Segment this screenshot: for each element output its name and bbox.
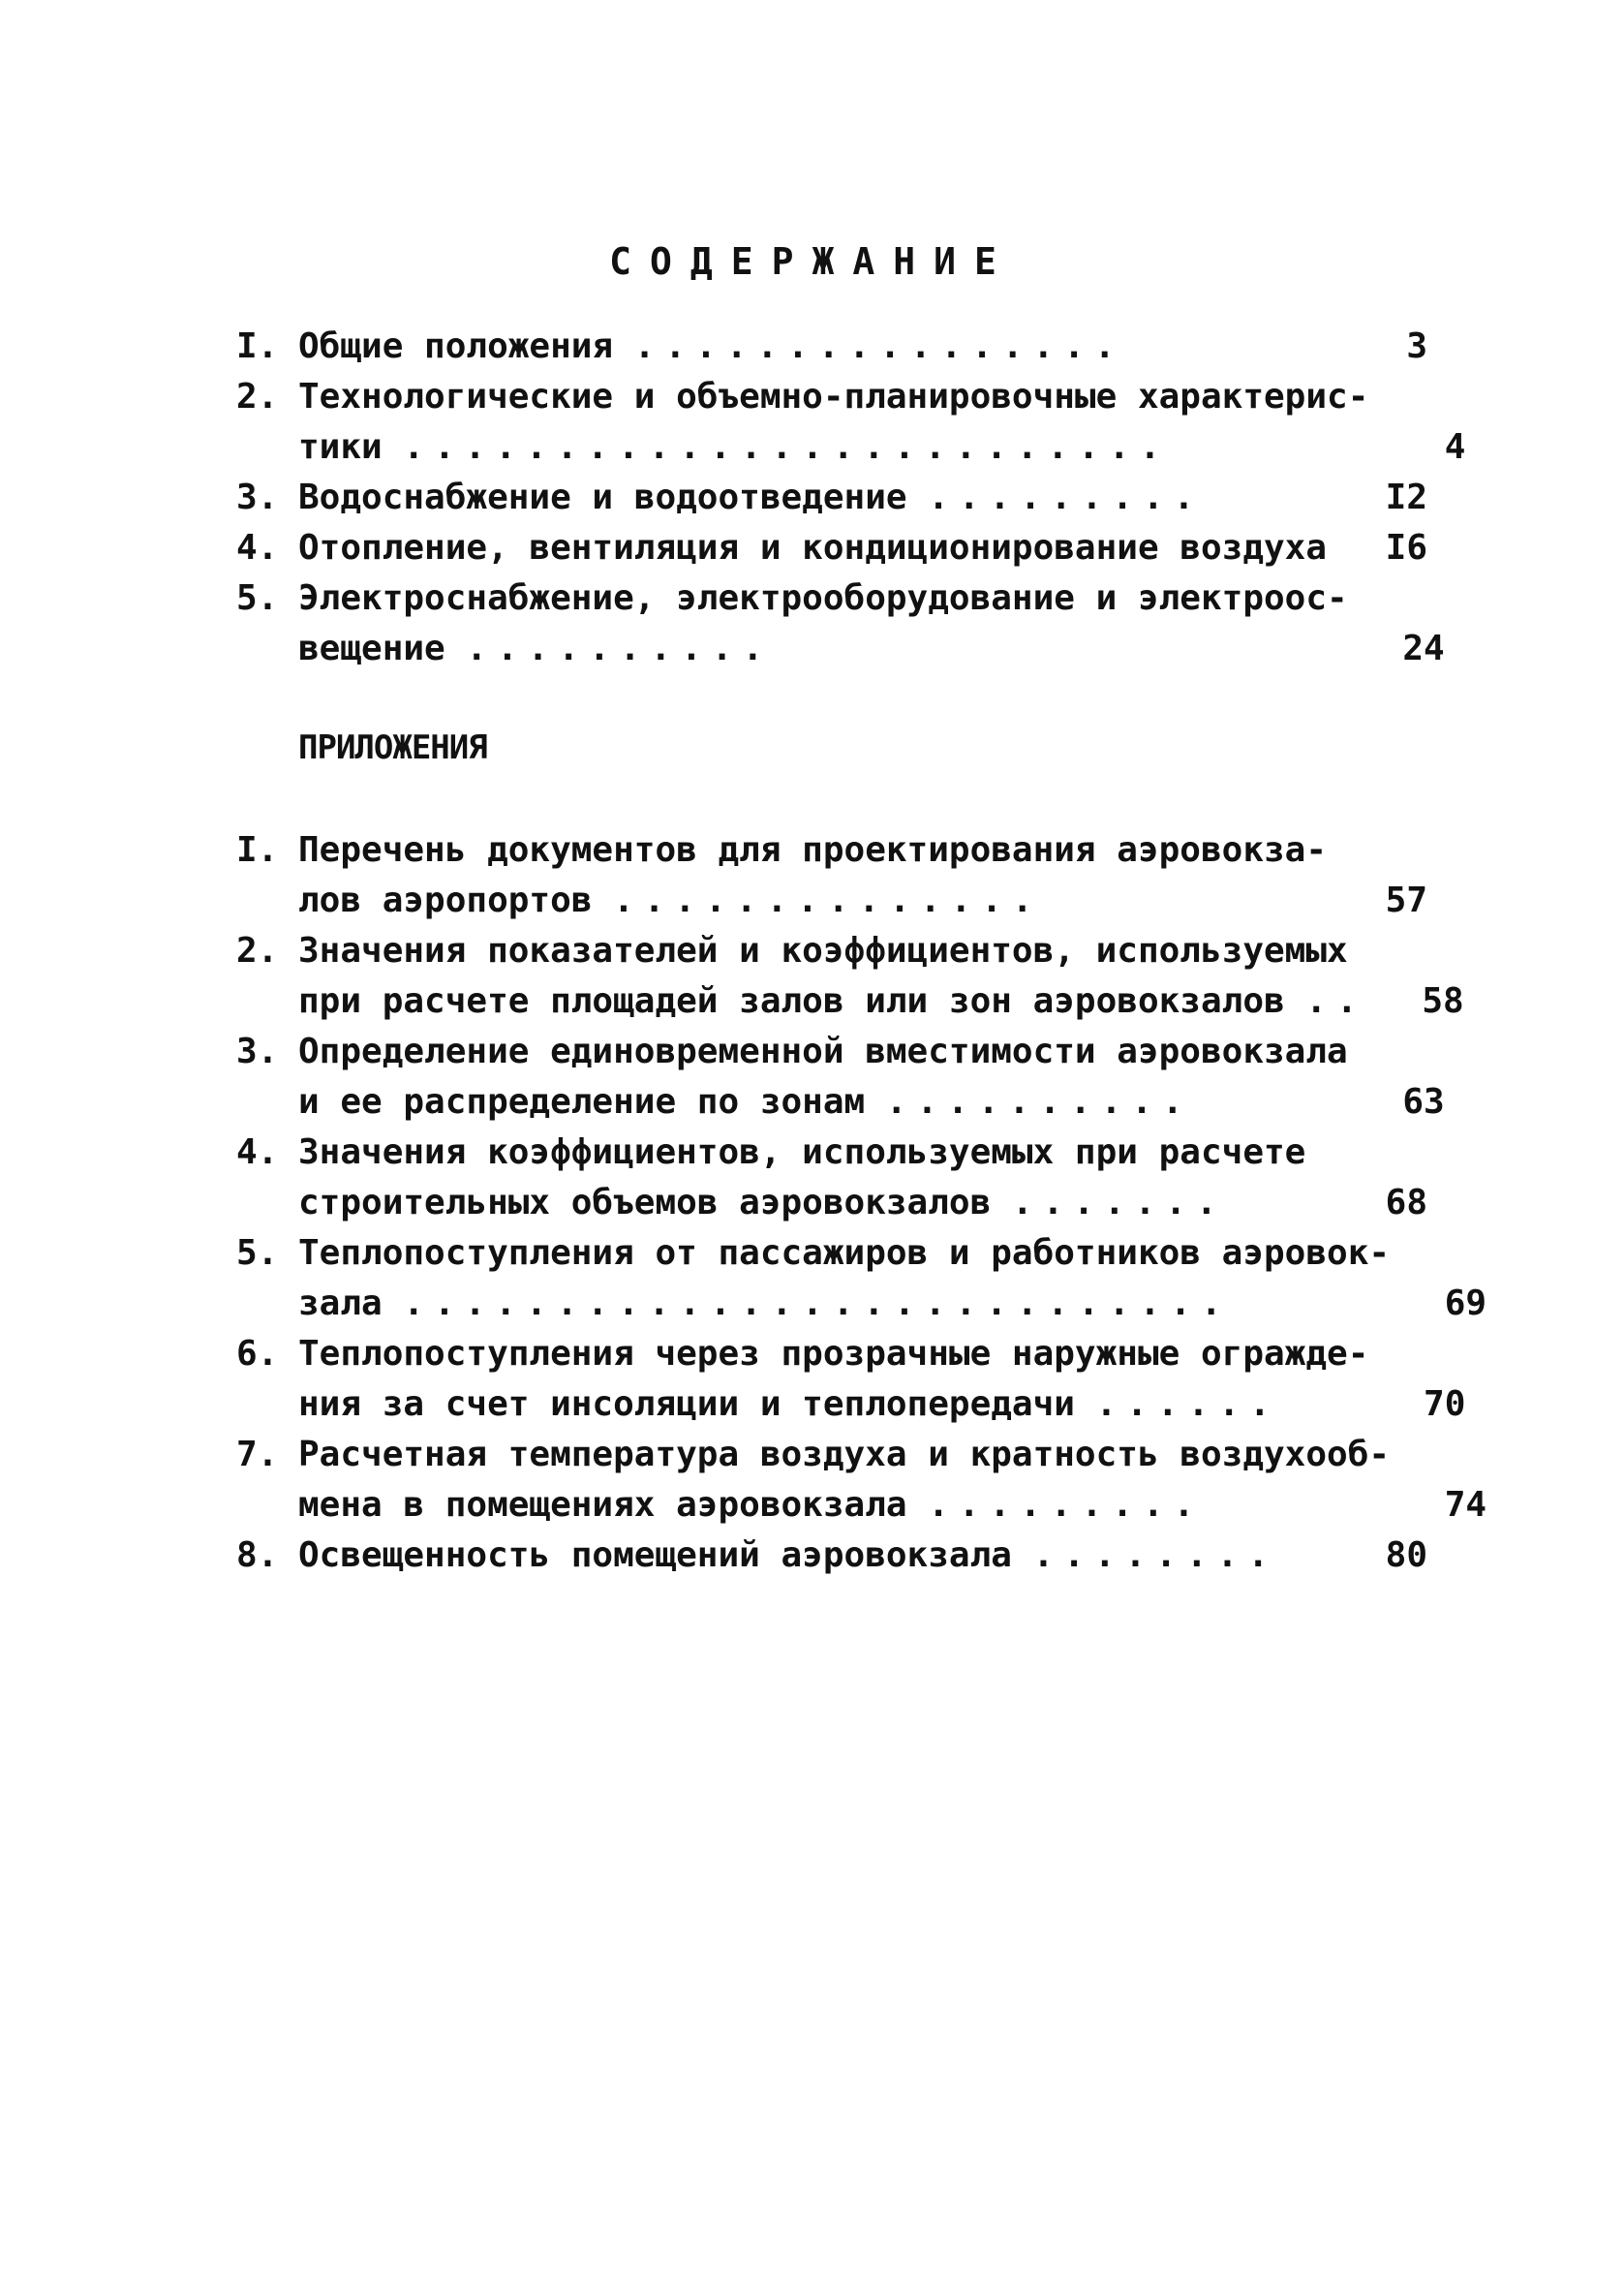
entry-number: 3. — [236, 1032, 279, 1071]
entry-title-text: при расчете площадей залов или зон аэровокзалов — [298, 981, 1285, 1021]
entry-title-line — [298, 624, 1348, 674]
toc-entry — [236, 473, 1427, 523]
entry-title-text: и ее распределение по зонам — [298, 1082, 866, 1122]
entry-title-text: мена в помещениях аэровокзала — [298, 1485, 907, 1525]
entry-title-text: Перечень документов для проектирования аэровокза- — [298, 830, 1328, 870]
leader-dots: ................ — [633, 326, 1125, 366]
appendix-entry — [236, 1027, 1445, 1128]
entry-page-number: 24 — [1402, 629, 1445, 668]
entry-title-text: тики — [298, 427, 383, 467]
entry-title-line — [298, 876, 1331, 926]
entry-title-text: вещение — [298, 629, 445, 668]
entry-title-line — [298, 1128, 1331, 1178]
leader-dots: ...... — [1095, 1384, 1280, 1424]
entry-title-line — [298, 1379, 1368, 1430]
appendix-entry — [236, 1329, 1466, 1430]
entry-number: 6. — [236, 1334, 279, 1374]
entry-page-number: 57 — [1385, 881, 1427, 920]
table-of-contents — [236, 322, 1466, 674]
leader-dots: .......... — [885, 1082, 1193, 1122]
entry-page-number: I6 — [1385, 528, 1427, 568]
entry-title-text: зала — [298, 1284, 383, 1323]
entry-title-line — [298, 523, 1331, 573]
page-title: СОДЕРЖАНИЕ — [609, 240, 1015, 283]
entry-title-text: Теплопоступления от пассажиров и работников аэровок- — [298, 1233, 1391, 1273]
entry-title-text: Значения коэффициентов, используемых при расчете — [298, 1132, 1306, 1172]
appendix-heading: ПРИЛОЖЕНИЯ — [298, 728, 487, 767]
entry-title — [298, 825, 1427, 926]
entry-title-line — [298, 1430, 1390, 1480]
entry-number: 7. — [236, 1435, 279, 1474]
entry-title-text: лов аэропортов — [298, 881, 593, 920]
entry-page-number: 80 — [1385, 1535, 1427, 1575]
leader-dots: ....... — [1011, 1183, 1227, 1222]
entry-title-text: Определение единовременной вместимости аэровокзала — [298, 1032, 1348, 1071]
leader-dots: ......... — [928, 1485, 1205, 1525]
entry-number: 2. — [236, 377, 279, 417]
entry-page-number: 58 — [1422, 981, 1464, 1021]
entry-title-text: Технологические и объемно-планировочные характерис- — [298, 377, 1369, 417]
entry-title-line — [298, 1077, 1348, 1128]
entry-number: 4. — [236, 528, 279, 568]
entry-title-text: Освещенность помещений аэровокзала — [298, 1535, 1012, 1575]
entry-title-line — [298, 1329, 1368, 1379]
entry-title-line — [298, 573, 1348, 624]
entry-number: 4. — [236, 1132, 279, 1172]
entry-title-line — [298, 1531, 1331, 1581]
entry-title-line — [298, 372, 1368, 422]
entry-title-text: Значения показателей и коэффициентов, используемых — [298, 931, 1348, 971]
toc-entry — [236, 523, 1427, 573]
entry-number: 3. — [236, 478, 279, 517]
appendix-entry — [236, 825, 1427, 926]
entry-page-number: 69 — [1444, 1284, 1487, 1323]
entry-title — [298, 1430, 1486, 1531]
entry-title — [298, 372, 1465, 473]
entry-title-text: Электроснабжение, электрооборудование и электроос- — [298, 578, 1348, 618]
appendix-entry — [236, 1228, 1487, 1329]
entry-title-line — [298, 976, 1367, 1027]
entry-number: 8. — [236, 1535, 279, 1575]
entry-title-text: Водоснабжение и водоотведение — [298, 478, 907, 517]
leader-dots: .............. — [613, 881, 1043, 920]
appendix-entry — [236, 1531, 1427, 1581]
leader-dots: ........................... — [403, 1284, 1232, 1323]
entry-title — [298, 926, 1464, 1027]
entry-page-number: 4 — [1444, 427, 1466, 467]
entry-page-number: 63 — [1402, 1082, 1445, 1122]
entry-title — [298, 523, 1427, 573]
entry-title-line — [298, 1228, 1390, 1279]
entry-title-text: Отопление, вентиляция и кондиционирование воздуха — [298, 528, 1328, 568]
appendix-entry — [236, 1128, 1427, 1228]
entry-title — [298, 322, 1427, 372]
entry-title-line — [298, 1480, 1390, 1531]
entry-page-number: 70 — [1424, 1384, 1466, 1424]
entry-title — [298, 1228, 1486, 1329]
entry-title-text: Общие положения — [298, 326, 614, 366]
leader-dots: .. — [1305, 981, 1367, 1021]
entry-title — [298, 473, 1427, 523]
entry-title-line — [298, 473, 1331, 523]
toc-entry — [236, 372, 1466, 473]
entry-title-line — [298, 322, 1331, 372]
entry-title — [298, 573, 1445, 674]
entry-number: I. — [236, 830, 279, 870]
entry-title — [298, 1531, 1427, 1581]
entry-title-line — [298, 825, 1331, 876]
entry-page-number: 74 — [1444, 1485, 1487, 1525]
leader-dots: ........ — [1032, 1535, 1278, 1575]
entry-page-number: I2 — [1385, 478, 1427, 517]
entry-page-number: 3 — [1406, 326, 1427, 366]
entry-number: 5. — [236, 578, 279, 618]
entry-title — [298, 1128, 1427, 1228]
entry-page-number: 68 — [1385, 1183, 1427, 1222]
leader-dots: ......................... — [403, 427, 1171, 467]
entry-number: 2. — [236, 931, 279, 971]
leader-dots: .......... — [466, 629, 774, 668]
entry-number: I. — [236, 326, 279, 366]
entry-title-text: ния за счет инсоляции и теплопередачи — [298, 1384, 1075, 1424]
appendix-entry — [236, 1430, 1487, 1531]
entry-title — [298, 1329, 1465, 1430]
entry-title-line — [298, 1178, 1331, 1228]
entry-title-line — [298, 1027, 1348, 1077]
entry-number: 5. — [236, 1233, 279, 1273]
appendix-entry — [236, 926, 1464, 1027]
entry-title-text: Теплопоступления через прозрачные наружные огражде- — [298, 1334, 1369, 1374]
leader-dots: ......... — [928, 478, 1205, 517]
entry-title-text: строительных объемов аэровокзалов — [298, 1183, 992, 1222]
toc-entry — [236, 573, 1445, 674]
entry-title-line — [298, 1279, 1390, 1329]
appendix-list — [236, 825, 1487, 1581]
toc-entry — [236, 322, 1427, 372]
entry-title-text: Расчетная температура воздуха и кратность воздухооб- — [298, 1435, 1391, 1474]
entry-title-line — [298, 422, 1368, 473]
entry-title-line — [298, 926, 1367, 976]
entry-title — [298, 1027, 1445, 1128]
